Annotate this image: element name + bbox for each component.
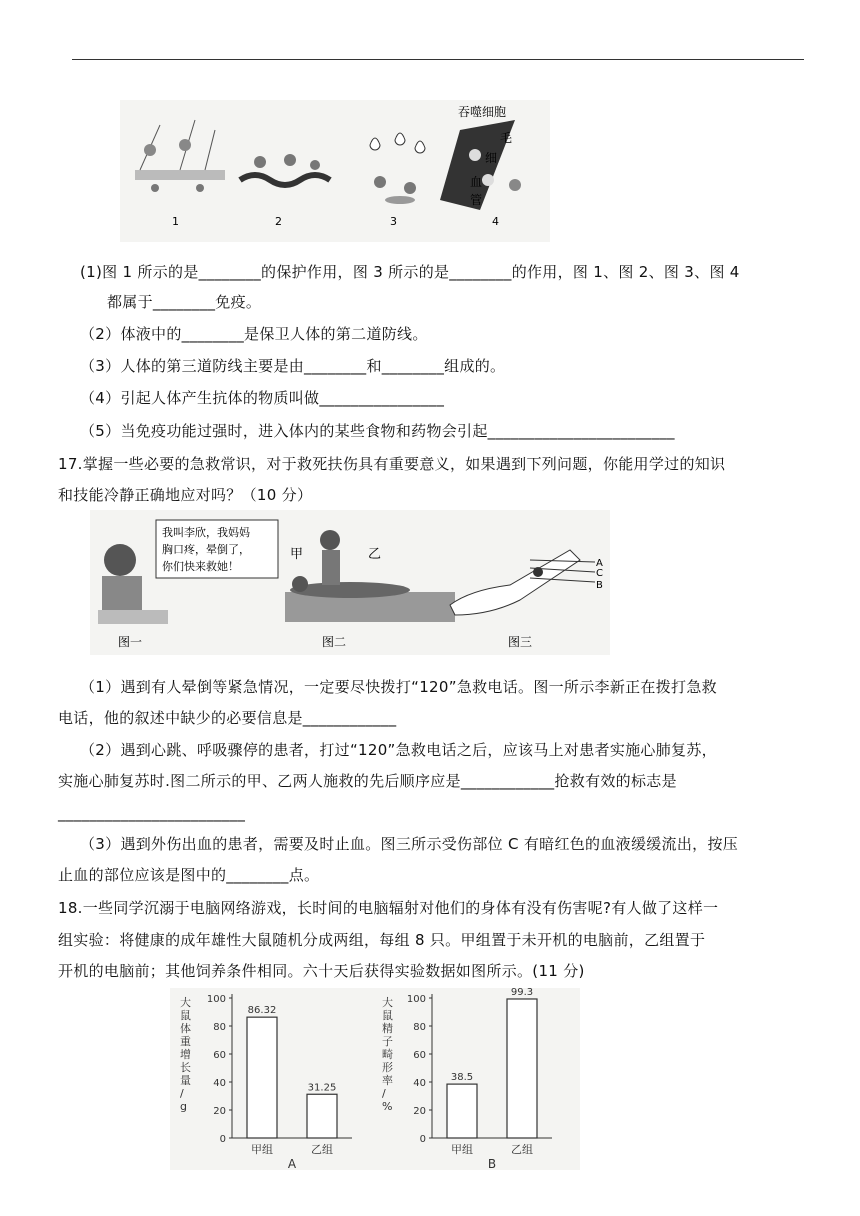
chart-0-ylabel-char-5: 长 [180, 1061, 191, 1074]
chart-0-bar-0 [247, 1017, 277, 1138]
caption-fig3: 图三 [508, 635, 533, 649]
chart-1-ytick-label-1: 20 [413, 1106, 426, 1117]
chart-0-ytick-label-4: 80 [213, 1022, 226, 1033]
chart-1-ytick-label-2: 40 [413, 1078, 426, 1089]
caption-fig1: 图一 [118, 635, 143, 649]
q17-p1a: （1）遇到有人晕倒等紧急情况，一定要尽快拨打“120”急救电话。图一所示李新正在拨打急救 [80, 678, 717, 696]
first-aid-figure [90, 510, 610, 655]
chart-1-ylabel-char-4: 畸 [382, 1048, 393, 1061]
chart-0-ytick-label-1: 20 [213, 1106, 226, 1117]
chart-0-category-0: 甲组 [251, 1143, 273, 1156]
mucosa-panel [240, 154, 330, 185]
q18-intro1: 18.一些同学沉溺于电脑网络游戏，长时间的电脑辐射对他们的身体有没有伤害呢?有人做了这样一 [58, 899, 719, 917]
q16-line3: （3）人体的第三道防线主要是由________和________组成的。 [80, 357, 506, 375]
q16-line1b: 都属于________免疫。 [107, 293, 262, 311]
chart-1-category-0: 甲组 [451, 1143, 473, 1156]
chart-1-ytick-label-0: 0 [419, 1134, 426, 1145]
q16-line4: （4）引起人体产生抗体的物质叫做________________ [80, 389, 445, 407]
chart-1-ytick-label-5: 100 [406, 994, 426, 1005]
q18-intro2: 组实验：将健康的成年雄性大鼠随机分成两组，每组 8 只。甲组置于未开机的电脑前，乙组置于 [58, 931, 706, 949]
immune-figure [120, 100, 550, 242]
chart-1-category-1: 乙组 [511, 1143, 533, 1156]
fig-label-4: 4 [492, 215, 499, 228]
chart-1-ylabel-char-0: 大 [382, 996, 393, 1009]
label-C: C [596, 568, 603, 579]
q16-line1: (1)图 1 所示的是________的保护作用，图 3 所示的是________的作用，图 1、图 2、图 3、图 4 [80, 263, 740, 281]
chart-0-value-label-0: 86.32 [247, 1005, 277, 1017]
chart-0-ylabel-char-2: 体 [180, 1022, 191, 1035]
phone-call-scene [98, 520, 278, 624]
q16-line2: （2）体液中的________是保卫人体的第二道防线。 [80, 325, 428, 343]
chart-1-title: B [487, 1157, 497, 1170]
immune-figure-drawing [120, 100, 550, 242]
label-A: A [596, 558, 603, 569]
caption-fig2: 图二 [322, 635, 347, 649]
chart-1-ylabel-char-1: 鼠 [382, 1009, 393, 1022]
q17-p2c: ________________________ [58, 804, 246, 822]
chart-0-ylabel-char-7: / [180, 1087, 184, 1100]
charts-panel [170, 988, 580, 1170]
chart-1-ylabel-char-2: 精 [382, 1022, 393, 1035]
q17-intro2: 和技能冷静正确地应对吗？（10 分） [58, 486, 313, 504]
label-yi: 乙 [368, 547, 382, 562]
anno-guan: 管 [470, 193, 483, 207]
bubble-line1: 我叫李欣，我妈妈 [162, 526, 250, 539]
fig-label-2: 2 [275, 215, 282, 228]
chart-0-value-label-1: 31.25 [307, 1082, 337, 1094]
chart-0-ytick-label-3: 60 [213, 1050, 226, 1061]
chart-0-ylabel-char-0: 大 [180, 996, 191, 1009]
q17-p1b: 电话，他的叙述中缺少的必要信息是____________ [58, 709, 397, 727]
bar-charts [170, 988, 580, 1170]
drops-panel [370, 133, 425, 204]
skin-panel [135, 120, 225, 192]
chart-1-ylabel-char-3: 子 [382, 1035, 393, 1048]
chart-1-bar-0 [447, 1084, 477, 1138]
chart-0-bar-1 [307, 1094, 337, 1138]
leg-scene [450, 550, 603, 615]
chart-0-ytick-label-0: 0 [219, 1134, 226, 1145]
q17-p2b: 实施心肺复苏时.图二所示的甲、乙两人施救的先后顺序应是____________抢救有效的标志是 [58, 772, 677, 790]
chart-1-ytick-label-3: 60 [413, 1050, 426, 1061]
q17-p3a: （3）遇到外伤出血的患者，需要及时止血。图三所示受伤部位 C 有暗红色的血液缓缓流出，按压 [80, 835, 739, 853]
anno-mao: 毛 [500, 131, 513, 145]
q18-intro3: 开机的电脑前；其他饲养条件相同。六十天后获得实验数据如图所示。(11 分) [58, 962, 585, 980]
chart-0-ylabel-char-4: 增 [180, 1048, 191, 1061]
q17-p2a: （2）遇到心跳、呼吸骤停的患者，打过“120”急救电话之后，应该马上对患者实施心肺复苏， [80, 741, 717, 759]
label-B: B [596, 580, 603, 591]
chart-1-bar-1 [507, 999, 537, 1138]
chart-0-category-1: 乙组 [311, 1143, 333, 1156]
chart-0-ytick-label-5: 100 [206, 994, 226, 1005]
cpr-scene [285, 530, 455, 622]
first-aid-drawing [90, 510, 610, 655]
chart-0-ylabel-char-3: 重 [180, 1035, 191, 1048]
chart-1-ylabel-char-7: / [382, 1087, 386, 1100]
fig-label-3: 3 [390, 215, 397, 228]
chart-1-ylabel-char-5: 形 [382, 1061, 393, 1074]
chart-1-value-label-0: 38.5 [450, 1072, 474, 1084]
q17-intro1: 17.掌握一些必要的急救常识，对于救死扶伤具有重要意义，如果遇到下列问题，你能用学过的知识 [58, 455, 726, 473]
chart-0-ylabel-char-1: 鼠 [180, 1009, 191, 1022]
phagocyte-panel [440, 105, 521, 210]
fig-label-1: 1 [172, 215, 179, 228]
anno-xue: 血 [470, 175, 483, 189]
q16-line5: （5）当免疫功能过强时，进入体内的某些食物和药物会引起________________________ [80, 422, 675, 440]
chart-1-value-label-1: 99.3 [510, 988, 534, 998]
chart-1-ylabel-char-6: 率 [382, 1074, 393, 1087]
chart-0-ytick-label-2: 40 [213, 1078, 226, 1089]
chart-0-ylabel-char-8: g [180, 1100, 187, 1113]
anno-xi: 细 [485, 151, 498, 165]
q17-p3b: 止血的部位应该是图中的________点。 [58, 866, 320, 884]
label-jia: 甲 [290, 547, 304, 562]
bubble-line3: 你们快来救她！ [162, 560, 239, 573]
bubble-line2: 胸口疼，晕倒了， [162, 543, 250, 556]
chart-1-ytick-label-4: 80 [413, 1022, 426, 1033]
anno-phagocyte: 吞噬细胞 [458, 105, 507, 119]
chart-0-title: A [287, 1157, 297, 1170]
chart-0-ylabel-char-6: 量 [180, 1074, 191, 1087]
chart-1-ylabel-char-8: % [382, 1100, 393, 1113]
header-rule [72, 59, 804, 60]
